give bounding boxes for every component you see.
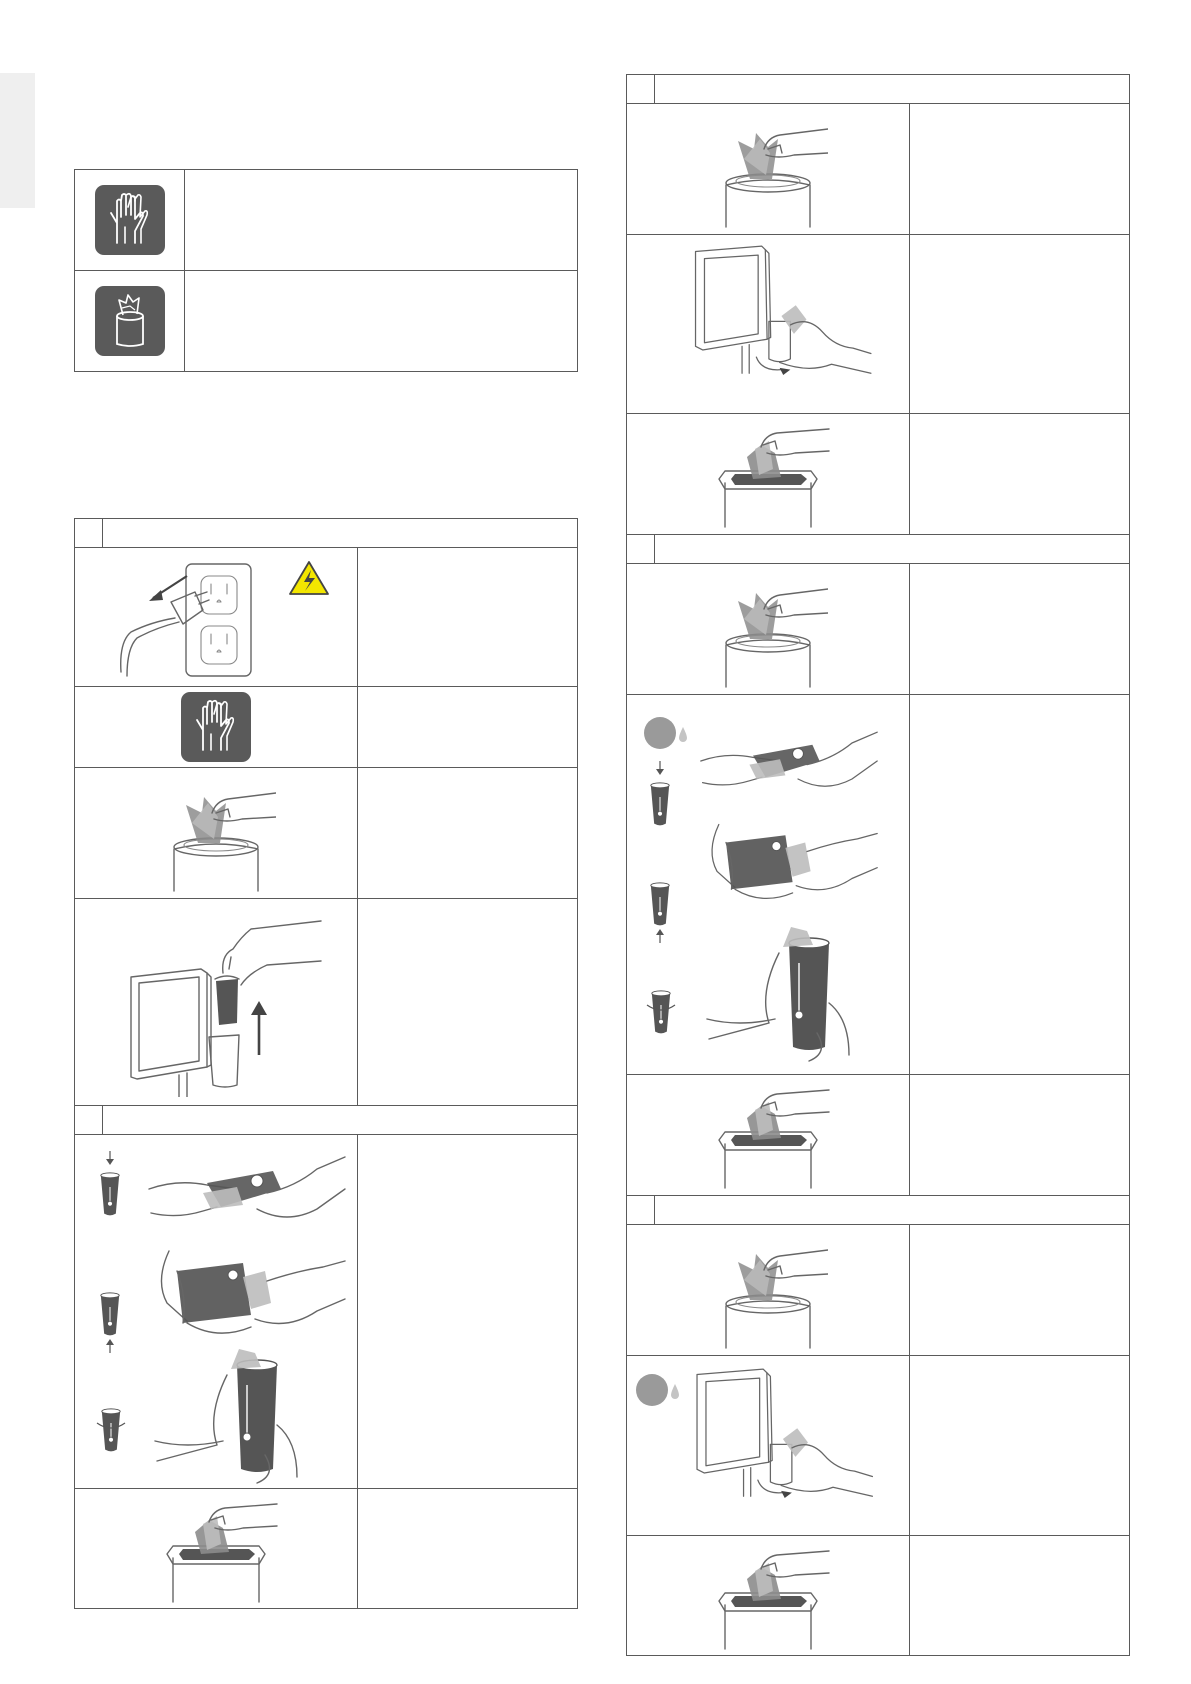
step-text <box>358 1489 578 1609</box>
step-row <box>627 414 1130 535</box>
requirement-text <box>185 271 578 372</box>
step-row <box>75 768 578 899</box>
step-row <box>627 235 1130 414</box>
section-title <box>655 535 1130 564</box>
dispose-wipe-illustration <box>703 1541 833 1651</box>
gloves-icon <box>95 185 165 255</box>
section-number <box>627 535 655 564</box>
dispose-wipe-illustration <box>703 1080 833 1190</box>
dispose-wipe-illustration <box>151 1494 281 1604</box>
requirements-table <box>74 169 578 372</box>
step-text <box>358 548 578 687</box>
step-text <box>358 687 578 768</box>
section-header <box>75 1106 578 1135</box>
section-header <box>75 519 578 548</box>
section-header <box>627 1196 1130 1225</box>
section-number <box>627 1196 655 1225</box>
wipe-cup-outside-illustration <box>147 1149 347 1249</box>
step-text <box>358 1135 578 1489</box>
step-text <box>358 899 578 1106</box>
cup-press-bottom-icon <box>97 1287 123 1353</box>
step-row <box>627 564 1130 695</box>
step-row <box>75 687 578 768</box>
requirement-row-gloves <box>75 170 578 271</box>
gloves-icon <box>181 692 251 762</box>
step-text <box>910 1356 1130 1536</box>
wipe-cup-grip-illustration <box>699 815 879 915</box>
wipes-container-icon <box>95 286 165 356</box>
section-title <box>103 519 578 548</box>
step-text <box>910 1225 1130 1356</box>
section-title <box>655 1196 1130 1225</box>
wipe-cup-grip-illustration <box>147 1241 347 1351</box>
step-row <box>627 1356 1130 1536</box>
step-text <box>910 564 1130 695</box>
wipe-cup-inside-illustration <box>699 923 899 1063</box>
step-text <box>910 235 1130 414</box>
wipe-cup-outside-illustration <box>699 725 879 815</box>
cup-press-bottom-icon <box>647 877 673 943</box>
step-text <box>910 104 1130 235</box>
step-text <box>910 414 1130 535</box>
step-text <box>910 1075 1130 1196</box>
sidebar-tab <box>0 73 35 208</box>
step-row <box>75 1489 578 1609</box>
step-row <box>75 1135 578 1489</box>
cup-press-top-icon <box>97 1151 123 1217</box>
take-wipe-illustration <box>708 1230 828 1350</box>
remove-sensor-cup-illustration <box>91 907 341 1097</box>
step-row <box>627 695 1130 1075</box>
step-row <box>627 1225 1130 1356</box>
step-text <box>358 768 578 899</box>
wet-wipe-holder-illustration <box>657 1362 882 1532</box>
step-row <box>75 899 578 1106</box>
wipe-cup-inside-illustration <box>147 1345 347 1485</box>
procedure-table-left <box>74 518 578 1609</box>
section-title <box>103 1106 578 1135</box>
step-row <box>627 1075 1130 1196</box>
section-header <box>627 75 1130 104</box>
section-number <box>627 75 655 104</box>
step-text <box>910 1536 1130 1656</box>
section-number <box>75 519 103 548</box>
step-row <box>627 104 1130 235</box>
cup-rotate-icon <box>95 1403 127 1459</box>
step-row <box>627 1536 1130 1656</box>
section-title <box>655 75 1130 104</box>
step-text <box>910 695 1130 1075</box>
requirement-row-wipes <box>75 271 578 372</box>
wipe-holder-illustration <box>653 239 883 409</box>
take-wipe-illustration <box>156 773 276 893</box>
dispose-wipe-illustration <box>703 419 833 529</box>
procedure-table-right <box>626 74 1130 1656</box>
cup-rotate-icon <box>645 985 677 1041</box>
step-row <box>75 548 578 687</box>
take-wipe-illustration <box>708 569 828 689</box>
wet-wipe-icon <box>643 713 693 753</box>
unplug-power-illustration <box>91 552 341 682</box>
cup-press-top-icon <box>647 761 673 827</box>
take-wipe-illustration <box>708 109 828 229</box>
section-number <box>75 1106 103 1135</box>
requirement-text <box>185 170 578 271</box>
section-header <box>627 535 1130 564</box>
